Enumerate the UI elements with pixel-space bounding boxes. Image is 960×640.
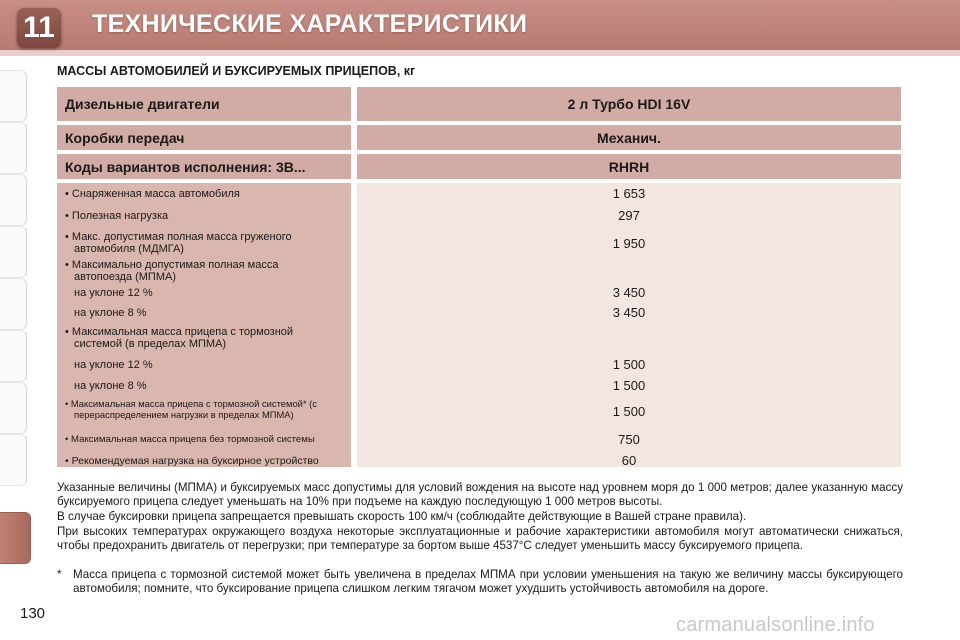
chapter-tab[interactable] — [0, 330, 27, 382]
table-row-value: 297 — [618, 208, 640, 223]
table-row-value: 60 — [621, 453, 637, 468]
section-title: МАССЫ АВТОМОБИЛЕЙ И БУКСИРУЕМЫХ ПРИЦЕПОВ, кг — [57, 64, 416, 78]
chapter-tab[interactable] — [0, 226, 27, 278]
watermark: carmanualsonline.info — [676, 614, 875, 636]
specifications-table — [57, 87, 901, 467]
chapter-tab[interactable] — [0, 434, 27, 486]
table-row-label: на уклоне 12 % — [74, 287, 153, 299]
table-row-label: на уклоне 8 % — [74, 380, 147, 392]
table-row-label: • Максимальная масса прицепа с тормозной системой (в пределах МПМА) — [65, 326, 294, 350]
table-header-row — [57, 154, 901, 179]
chapter-tab-active[interactable] — [0, 512, 31, 564]
table-row-label: • Макс. допустимая полная масса груженого автомобиля (МДМГА) — [65, 231, 292, 255]
table-row-value: 1 653 — [612, 186, 646, 201]
table-row-value: 1 500 — [612, 378, 646, 393]
note-paragraph: Указанные величины (МПМА) и буксируемых масс допустимы для условий вождения на высоте над уровнем моря до 1 000 метров; далее указанную массу буксируемого прицепа следует уменьшать на 10% при подъеме на каждую последующую 1 000 метров высоты. — [57, 481, 903, 508]
table-row-label: • Максимальная масса прицепа без тормозной системы — [65, 434, 315, 445]
chapter-title: ТЕХНИЧЕСКИЕ ХАРАКТЕРИСТИКИ — [92, 10, 528, 38]
chapter-tab[interactable] — [0, 70, 27, 122]
table-row-value: 1 950 — [612, 236, 646, 251]
chapter-tab[interactable] — [0, 382, 27, 434]
header-strip — [0, 50, 960, 56]
table-row-value: 1 500 — [612, 357, 646, 372]
header-label: Коды вариантов исполнения: 3B... — [57, 154, 351, 179]
header-value: 2 л Турбо HDI 16V — [357, 87, 901, 121]
table-row-label: на уклоне 12 % — [74, 359, 153, 371]
table-row-value: 3 450 — [612, 285, 646, 300]
table-row-label: • Полезная нагрузка — [65, 210, 169, 222]
table-row-label: • Рекомендуемая нагрузка на буксирное устройство — [65, 455, 319, 467]
header-value: RHRH — [357, 154, 901, 179]
table-header-row — [57, 87, 901, 121]
chapter-tab[interactable] — [0, 174, 27, 226]
footnote-mark: * — [57, 568, 62, 581]
table-row-label: • Максимально допустимая полная масса автопоезда (МПМА) — [65, 259, 279, 283]
header-label: Дизельные двигатели — [57, 87, 351, 121]
header-value: Механич. — [357, 125, 901, 150]
page-number: 130 — [20, 605, 46, 622]
note-paragraph: В случае буксировки прицепа запрещается превышать скорость 100 км/ч (соблюдайте действующие в Вашей стране правила). — [57, 510, 747, 523]
table-row-value: 3 450 — [612, 305, 646, 320]
footnote-text: Масса прицепа с тормозной системой может быть увеличена в пределах МПМА при условии уменьшения на такую же величину массы буксирующего автомобиля; помните, что буксирование прицепа слишком легким тягачом может ухудшить устойчивость автомобиля на дороге. — [73, 568, 903, 595]
header-label: Коробки передач — [57, 125, 351, 150]
table-row-label: • Снаряженная масса автомобиля — [65, 188, 240, 200]
chapter-tab[interactable] — [0, 122, 27, 174]
table-row-value: 750 — [618, 432, 640, 447]
table-row-label: • Максимальная масса прицепа с тормозной системой* (с перераспределением нагрузки в пределах МПМА) — [65, 398, 317, 420]
note-paragraph: При высоких температурах окружающего воздуха некоторые эксплуатационные и рабочие характеристики автомобиля могут автоматически снижаться, чтобы предохранить двигатель от перегрузки; при температуре за бортом выше 4537°С следует уменьшить массу буксируемого прицепа. — [57, 525, 903, 552]
table-row-label: на уклоне 8 % — [74, 307, 147, 319]
table-row-value: 1 500 — [612, 404, 646, 419]
table-header-row — [57, 125, 901, 150]
table-body — [57, 183, 901, 467]
chapter-tab-sidebar — [0, 60, 30, 580]
chapter-tab[interactable] — [0, 278, 27, 330]
chapter-number-badge: 11 — [17, 8, 61, 48]
